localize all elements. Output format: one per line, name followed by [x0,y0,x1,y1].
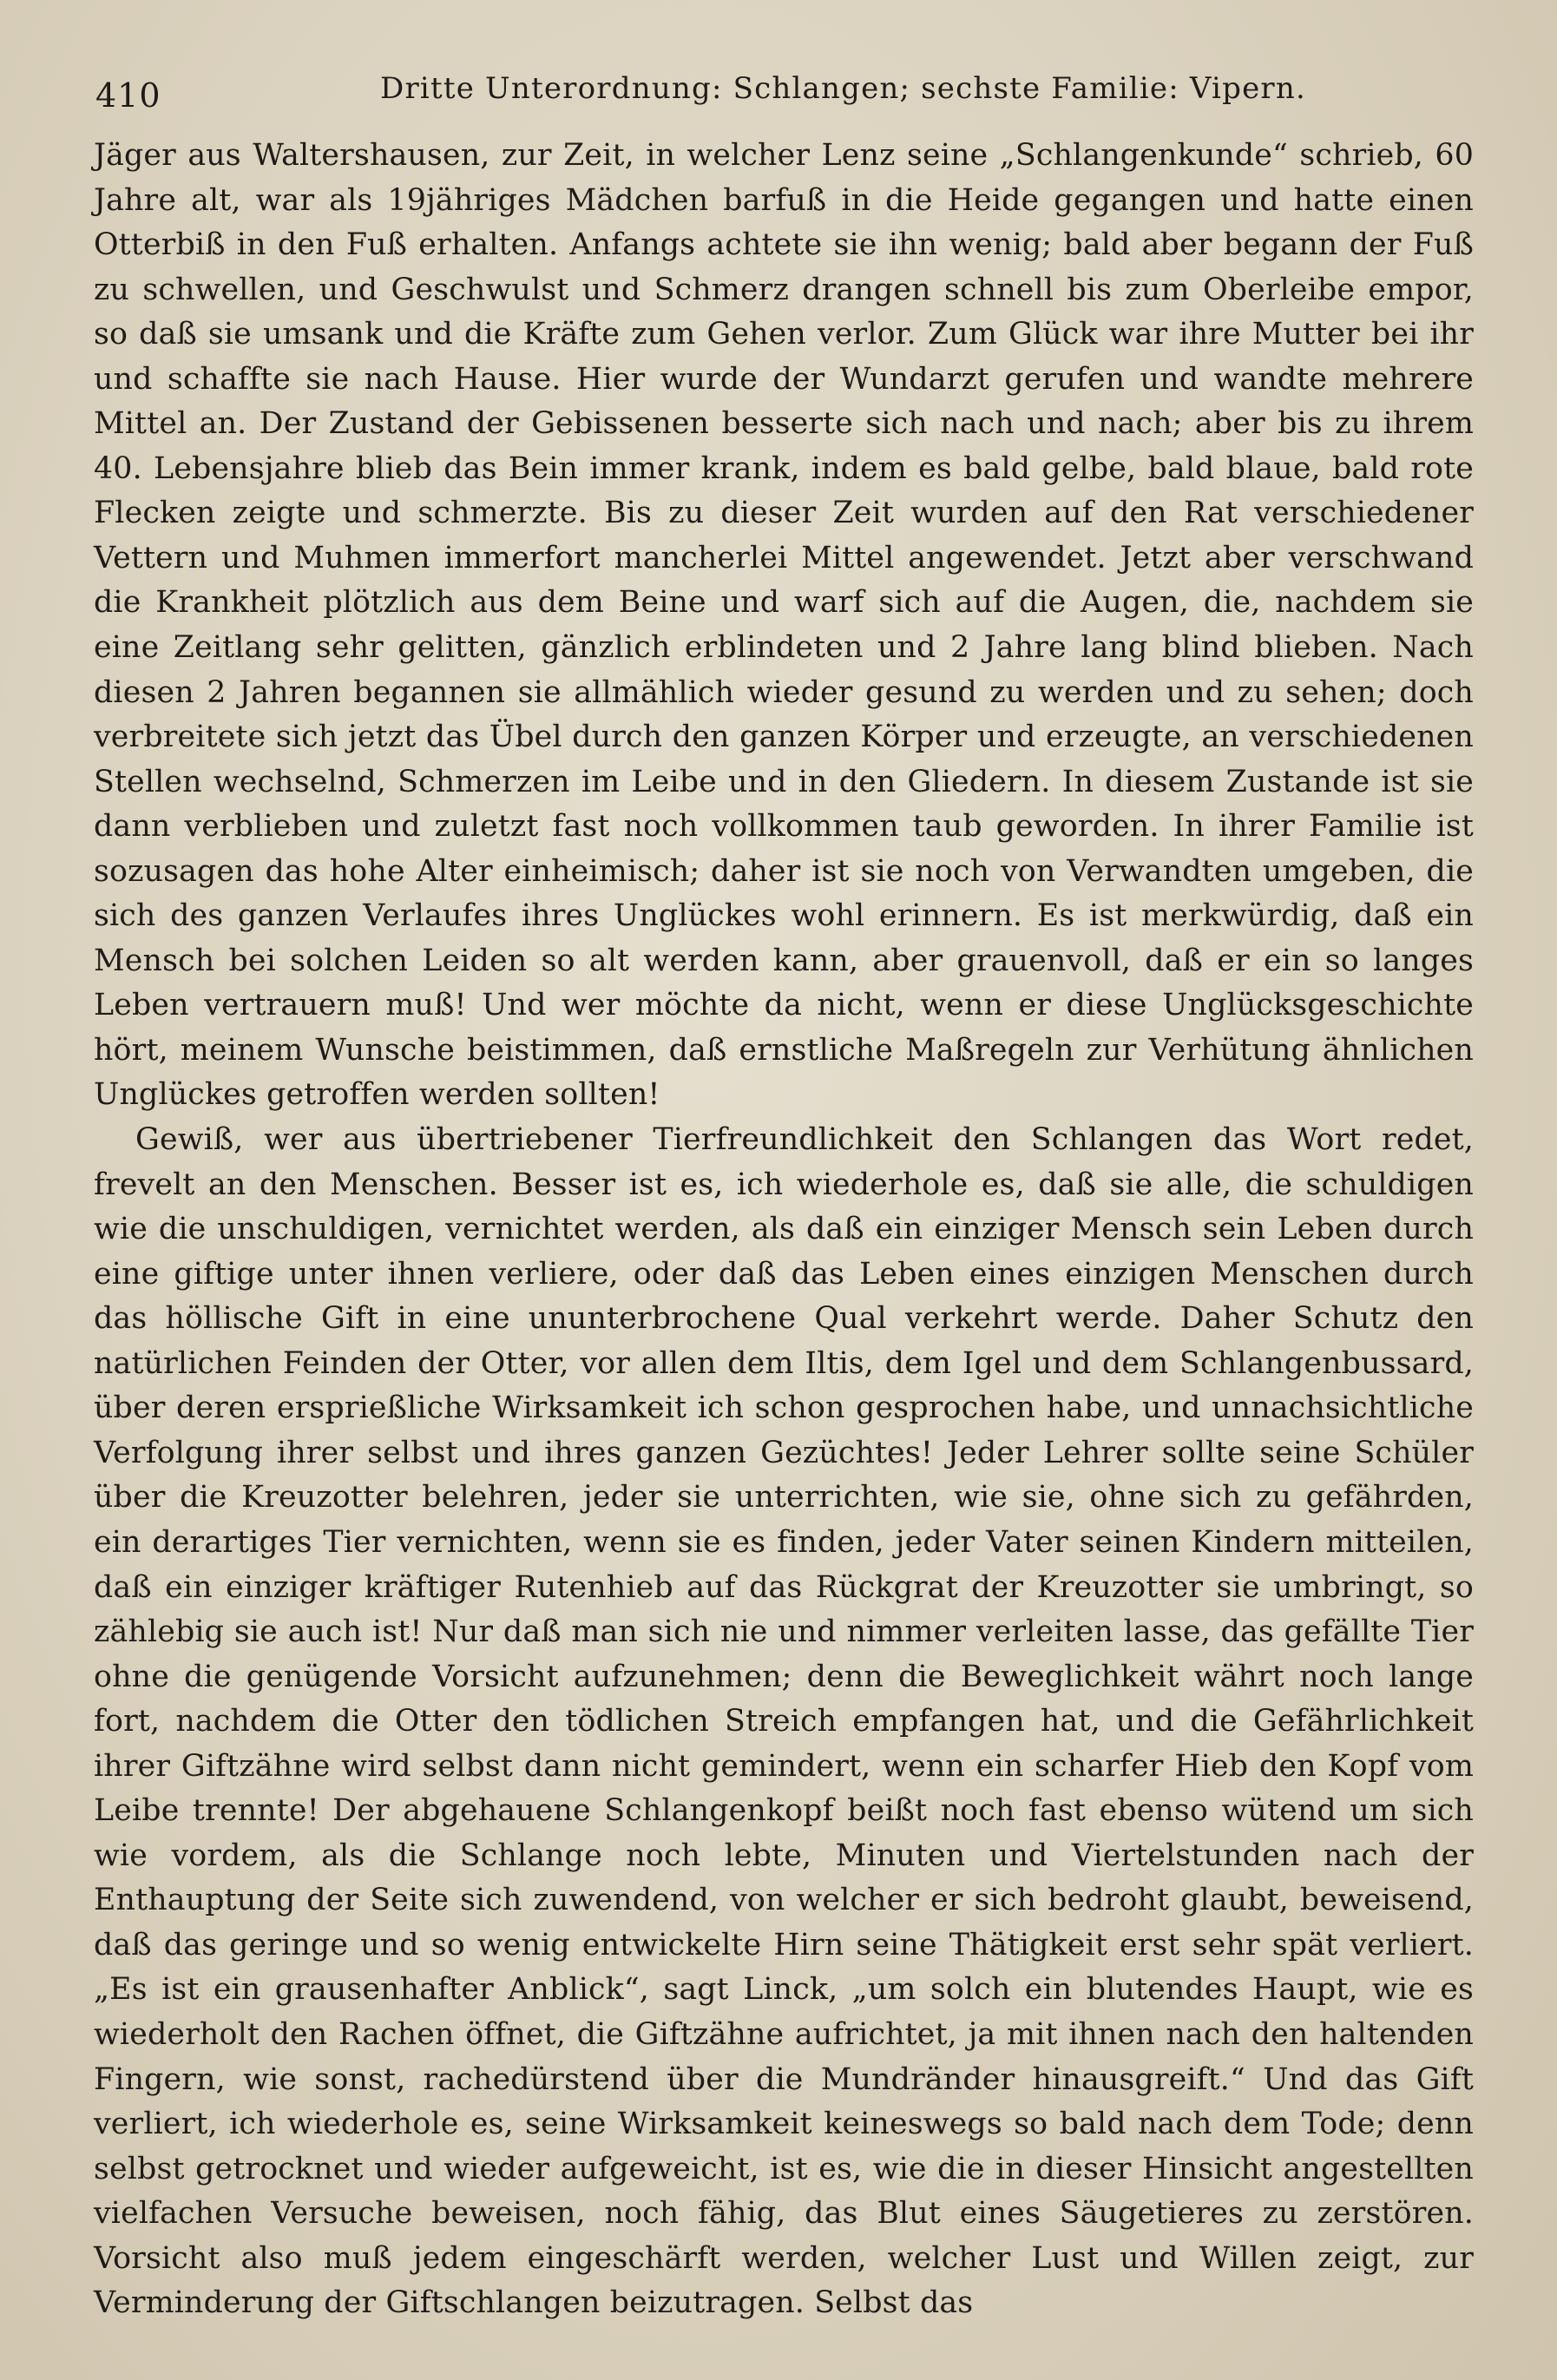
paragraph-1: Jäger aus Waltershausen, zur Zeit, in welcher Lenz seine „Schlangenkunde“ schrieb, 60 Jahre alt, war als 19jähriges Mädchen barfuß in die Heide gegangen und hatte einen Otterbiß in den Fuß erhalten. Anfangs achtete sie ihn wenig; bald aber begann der Fuß zu schwellen, und Geschwulst und Schmerz drangen schnell bis zum Oberleibe empor, so daß sie umsank und die Kräfte zum Gehen verlor. Zum Glück war ihre Mutter bei ihr und schaffte sie nach Hause. Hier wurde der Wundarzt gerufen und wandte mehrere Mittel an. Der Zustand der Gebissenen besserte sich nach und nach; aber bis zu ihrem 40. Lebensjahre blieb das Bein immer krank, indem es bald gelbe, bald blaue, bald rote Flecken zeigte und schmerzte. Bis zu dieser Zeit wurden auf den Rat verschiedener Vettern und Muhmen immerfort mancherlei Mittel angewendet. Jetzt aber verschwand die Krankheit plötzlich aus dem Beine und warf sich auf die Augen, die, nachdem sie eine Zeitlang sehr gelitten, gänzlich erblindeten und 2 Jahre lang blind blieben. Nach diesen 2 Jahren begannen sie allmählich wieder gesund zu werden und zu sehen; doch verbreitete sich jetzt das Übel durch den ganzen Körper und erzeugte, an verschiedenen Stellen wechselnd, Schmerzen im Leibe und in den Gliedern. In diesem Zustande ist sie dann verblieben und zuletzt fast noch vollkommen taub geworden. In ihrer Familie ist sozusagen das hohe Alter einheimisch; daher ist sie noch von Verwandten umgeben, die sich des ganzen Verlaufes ihres Unglückes wohl erinnern. Es ist merkwürdig, daß ein Mensch bei solchen Leiden so alt werden kann, aber grauenvoll, daß er ein so langes Leben vertrauern muß! Und wer möchte da nicht, wenn er diese Unglücksgeschichte hört, meinem Wunsche beistimmen, daß ernstliche Maßregeln zur Verhütung ähnlichen Unglückes getroffen werden sollten! [94,138,1474,1113]
page-header [94,62,1482,132]
paragraph-2: Gewiß, wer aus übertriebener Tierfreundlichkeit den Schlangen das Wort redet, frevelt an den Menschen. Besser ist es, ich wiederhole es, daß sie alle, die schuldigen wie die unschuldigen, vernichtet werden, als daß ein einziger Mensch sein Leben durch eine giftige unter ihnen verliere, oder daß das Leben eines einzigen Menschen durch das höllische Gift in eine ununterbrochene Qual verkehrt werde. Daher Schutz den natürlichen Feinden der Otter, vor allen dem Iltis, dem Igel und dem Schlangenbussard, über deren ersprießliche Wirksamkeit ich schon gesprochen habe, und unnachsichtliche Verfolgung ihrer selbst und ihres ganzen Gezüchtes! Jeder Lehrer sollte seine Schüler über die Kreuzotter belehren, jeder sie unterrichten, wie sie, ohne sich zu gefährden, ein derartiges Tier vernichten, wenn sie es finden, jeder Vater seinen Kindern mitteilen, daß ein einziger kräftiger Rutenhieb auf das Rückgrat der Kreuzotter sie umbringt, so zählebig sie auch ist! Nur daß man sich nie und nimmer verleiten lasse, das gefällte Tier ohne die genügende Vorsicht aufzunehmen; denn die Beweglichkeit währt noch lange fort, nachdem die Otter den tödlichen Streich empfangen hat, und die Gefährlichkeit ihrer Giftzähne wird selbst dann nicht gemindert, wenn ein scharfer Hieb den Kopf vom Leibe trennte! Der abgehauene Schlangenkopf beißt noch fast ebenso wütend um sich wie vordem, als die Schlange noch lebte, Minuten und Viertelstunden nach der Enthauptung der Seite sich zuwendend, von welcher er sich bedroht glaubt, beweisend, daß das geringe und so wenig entwickelte Hirn seine Thätigkeit erst sehr spät verliert. „Es ist ein grausenhafter Anblick“, sagt Linck, „um solch ein blutendes Haupt, wie es wiederholt den Rachen öffnet, die Giftzähne aufrichtet, ja mit ihnen nach den haltenden Fingern, wie sonst, rachedürstend über die Mundränder hinausgreift.“ Und das Gift verliert, ich wiederhole es, seine Wirksamkeit keineswegs so bald nach dem Tode; denn selbst getrocknet und wieder aufgeweicht, ist es, wie die in dieser Hinsicht angestellten vielfachen Versuche beweisen, noch fähig, das Blut eines Säugetieres zu zerstören. Vorsicht also muß jedem eingeschärft werden, welcher Lust und Willen zeigt, zur Verminderung der Giftschlangen beizutragen. Selbst das [94,1122,1474,2321]
running-head: Dritte Unterordnung: Schlangen; sechste Familie: Vipern. [380,71,1306,106]
book-page [94,62,1482,2354]
page-number: 410 [95,76,161,115]
body-text [94,134,1474,2326]
